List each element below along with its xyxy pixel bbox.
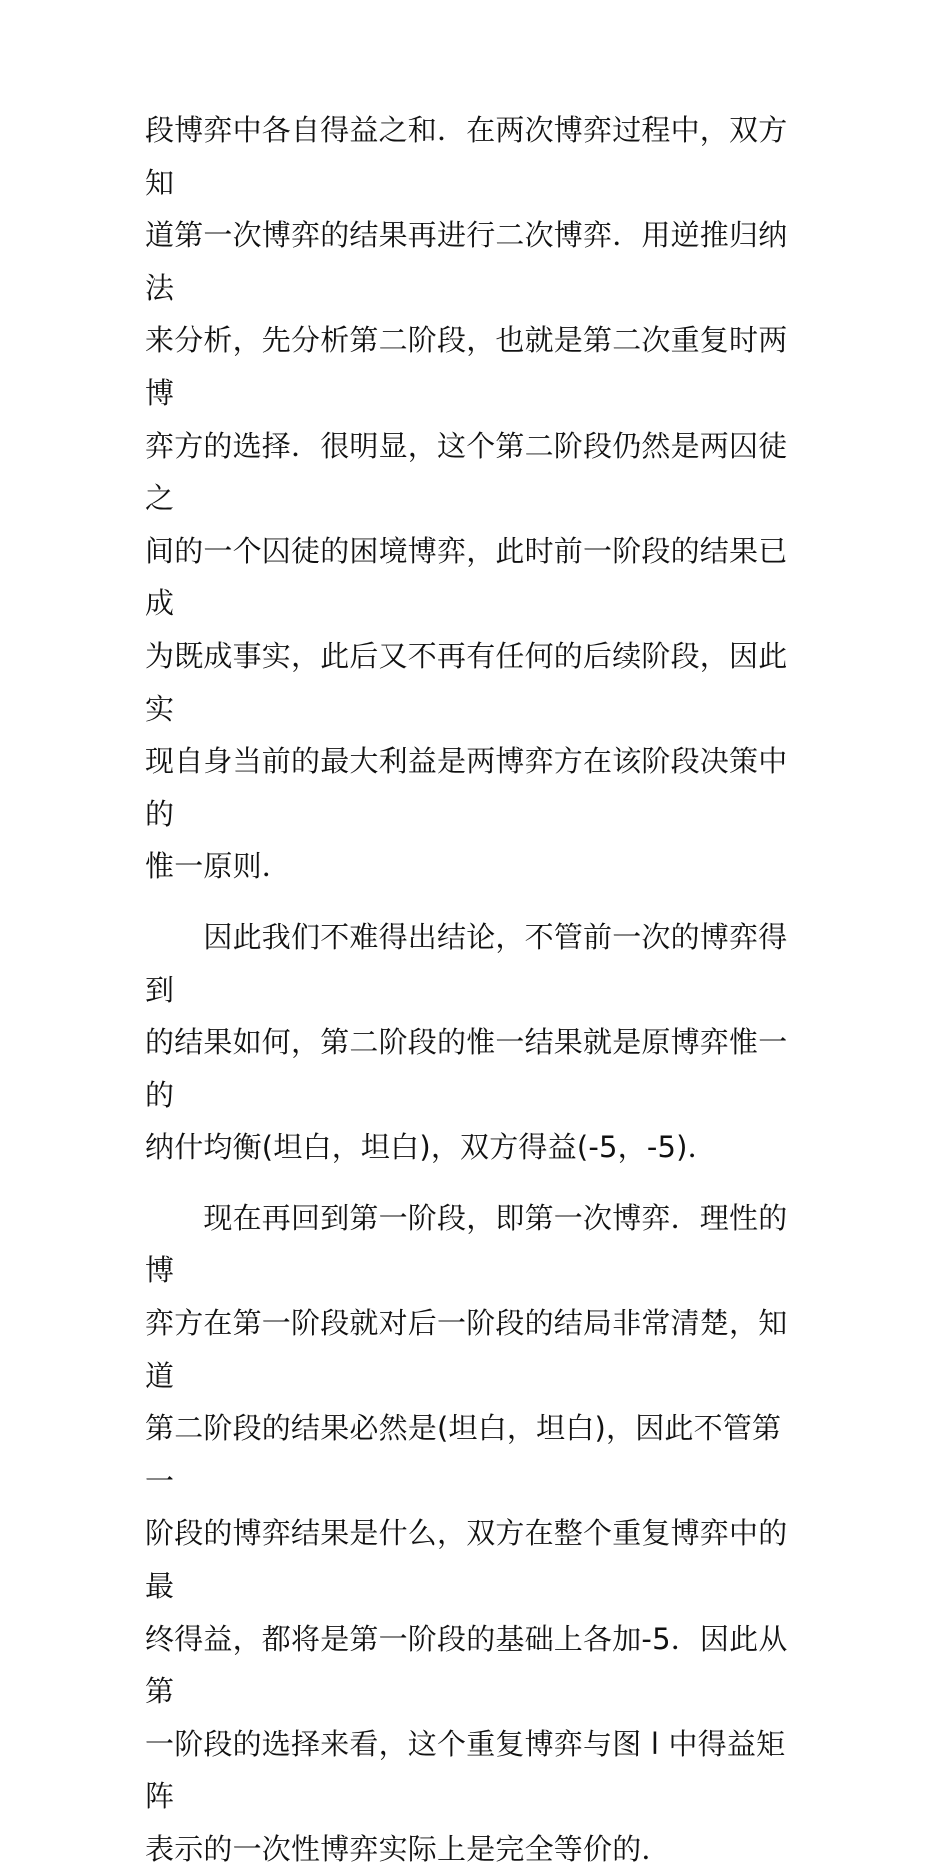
paragraph-3: 现在再回到第一阶段，即第一次博弈．理性的博 弈方在第一阶段就对后一阶段的结局非常清楚，知道 第二阶段的结果必然是(坦白，坦白)，因此不管第一 阶段的博弈结果是什么，双方在整个重复博弈中的最 终得益，都将是第一阶段的基础上各加-5．因此从第 一阶段的选择来看，这个重复博弈与图 l 中得益矩阵 表示的一次性博弈实际上是完全等价的． [145, 1200, 788, 1866]
paragraph-1: 段博弈中各自得益之和．在两次博弈过程中，双方知 道第一次博弈的结果再进行二次博弈．用逆推归纳法 来分析，先分析第二阶段，也就是第二次重复时两博 弈方的选择．很明显，这个第二阶段仍然是两囚徒之 间的一个囚徒的困境博弈，此时前一阶段的结果已成 为既成事实，此后又不再有任何的后续阶段，因此实 现自身当前的最大利益是两博弈方在该阶段决策中的 惟一原则． [145, 113, 788, 884]
document-body [145, 104, 810, 1876]
paragraph-2: 因此我们不难得出结论，不管前一次的博弈得到 的结果如何，第二阶段的惟一结果就是原博弈惟一的 纳什均衡(坦白，坦白)，双方得益(-5，-5)． [145, 919, 788, 1165]
